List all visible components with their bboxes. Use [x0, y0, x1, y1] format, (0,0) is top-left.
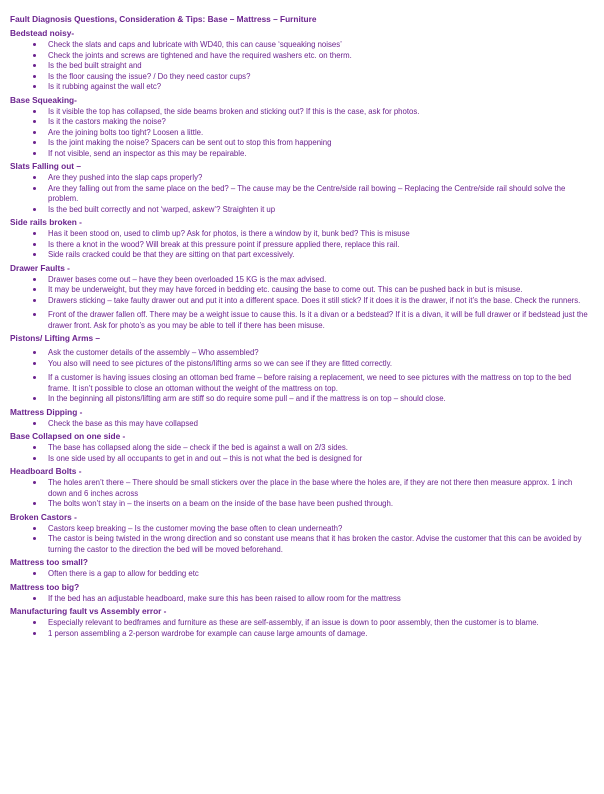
sections-container: [10, 28, 592, 639]
bullet-list: [10, 569, 592, 580]
bullet-icon: [33, 537, 36, 540]
document: [10, 13, 592, 641]
bullet-icon: [33, 457, 36, 460]
list-item: [10, 359, 592, 370]
bullet-icon: [33, 120, 36, 123]
list-item: [10, 310, 592, 331]
bullet-icon: [33, 351, 36, 354]
bullet-icon: [33, 481, 36, 484]
list-item: [10, 128, 592, 139]
bullet-icon: [33, 85, 36, 88]
list-item-text: Castors keep breaking – Is the customer moving the base often to clean underneath?: [48, 523, 343, 533]
list-item-text: Are the joining bolts too tight? Loosen a little.: [48, 127, 204, 137]
section-heading: Slats Falling out –: [10, 161, 81, 171]
bullet-icon: [33, 597, 36, 600]
list-item-text: It may be underweight, but they may have forced in bedding etc. causing the base to come out. This can be pushed back in but is misuse.: [48, 285, 523, 294]
section-heading: Manufacturing fault vs Assembly error -: [10, 606, 167, 616]
list-item: [10, 296, 592, 307]
bullet-icon: [33, 131, 36, 134]
list-item: [10, 229, 592, 240]
list-item: [10, 594, 592, 605]
list-item-text: 1 person assembling a 2-person wardrobe for example can cause large amounts of damage.: [48, 628, 368, 638]
bullet-icon: [33, 299, 36, 302]
section-heading: Broken Castors -: [10, 511, 77, 522]
bullet-icon: [33, 141, 36, 144]
bullet-list: [10, 443, 592, 464]
list-item: [10, 149, 592, 160]
list-item-text: If the bed has an adjustable headboard, make sure this has been raised to allow room for the mattress: [48, 593, 401, 603]
list-item: [10, 184, 592, 205]
bullet-list: [10, 107, 592, 160]
list-item: [10, 394, 592, 405]
list-item-text: The bolts won’t stay in – the inserts on a beam on the inside of the base have been pushed through.: [48, 499, 394, 508]
list-item: [10, 240, 592, 251]
section-heading: Pistons/ Lifting Arms –: [10, 333, 101, 343]
section-heading: Bedstead noisy-: [10, 28, 75, 38]
list-item-text: Ask the customer details of the assembly – Who assembled?: [48, 348, 259, 357]
bullet-icon: [33, 208, 36, 211]
list-item-text: Check the slats and caps and lubricate with WD40, this can cause ‘squeaking noises’: [48, 40, 342, 49]
document-title: Fault Diagnosis Questions, Consideration & Tips: Base – Mattress – Furniture: [10, 14, 317, 24]
list-item: [10, 443, 592, 454]
section-heading: Side rails broken -: [10, 217, 82, 227]
list-item-text: Has it been stood on, used to climb up? Ask for photos, is there a window by it, bunk bed? This is misuse: [48, 229, 410, 238]
bullet-list: [10, 40, 592, 93]
bullet-icon: [33, 446, 36, 449]
list-item: [10, 61, 592, 72]
list-item-text: You also will need to see pictures of the pistons/lifting arms so we can see if they are fitted correctly.: [48, 358, 393, 368]
bullet-list: [10, 229, 592, 261]
list-item: [10, 373, 592, 394]
bullet-list: [10, 173, 592, 215]
bullet-icon: [33, 110, 36, 113]
list-item-text: Especially relevant to bedframes and furniture as these are self-assembly, if an issue is down to poor assembly, then the customer is to blame.: [48, 618, 539, 627]
bullet-icon: [33, 376, 36, 379]
list-item: [10, 117, 592, 128]
bullet-icon: [33, 243, 36, 246]
bullet-list: [10, 478, 592, 510]
bullet-icon: [33, 632, 36, 635]
list-item: [10, 534, 592, 555]
bullet-icon: [33, 278, 36, 281]
bullet-icon: [33, 502, 36, 505]
bullet-icon: [33, 232, 36, 235]
list-item: [10, 250, 592, 261]
list-item: [10, 618, 592, 629]
bullet-icon: [33, 422, 36, 425]
list-item-text: Is it rubbing against the wall etc?: [48, 82, 162, 91]
list-item-text: The castor is being twisted in the wrong direction and so constant use means that it has broken the castor. Advise the customer that this can be avoided by turning the castor to the direction the bed will be moved beforehand.: [48, 534, 582, 554]
list-item: [10, 348, 592, 359]
list-item-text: Are they pushed into the slap caps properly?: [48, 173, 203, 182]
bullet-icon: [33, 313, 36, 316]
list-item-text: If not visible, send an inspector as this may be repairable.: [48, 148, 247, 158]
list-item: [10, 629, 592, 640]
list-item-text: Drawers sticking – take faulty drawer out and put it into a different space. Does it still stick? If it does it is the drawer, if not it’s the base. Check the runners.: [48, 295, 581, 305]
list-item: [10, 107, 592, 118]
bullet-icon: [33, 187, 36, 190]
section-heading: Base Collapsed on one side -: [10, 431, 126, 441]
list-item: [10, 51, 592, 62]
list-item-text: If a customer is having issues closing an ottoman bed frame – before raising a replacement, we need to see pictures with the mattress on top to the bed frame. It isn’t possible to close an ottoman without the weight of the mattress on top.: [48, 373, 572, 393]
list-item: [10, 138, 592, 149]
section-heading: Headboard Bolts -: [10, 466, 82, 476]
list-item: [10, 82, 592, 93]
bullet-icon: [33, 527, 36, 530]
list-item: [10, 205, 592, 216]
list-item-text: Is it visible the top has collapsed, the side beams broken and sticking out? If this is the case, ask for photos.: [48, 106, 420, 116]
list-item: [10, 569, 592, 580]
list-item: [10, 72, 592, 83]
list-item-text: Is there a knot in the wood? Will break at this pressure point if pressure applied there, replace this rail.: [48, 239, 400, 249]
list-item: [10, 419, 592, 430]
section-heading: Mattress Dipping -: [10, 406, 83, 417]
list-item-text: The base has collapsed along the side – check if the bed is against a wall on 2/3 sides.: [48, 443, 348, 452]
bullet-icon: [33, 288, 36, 291]
list-item: [10, 285, 592, 296]
section-heading: Drawer Faults -: [10, 262, 70, 273]
list-item-text: Front of the drawer fallen off. There may be a weight issue to cause this. Is it a divan or a bedstead? If it is a divan, it will be full drawer or if bedstead just the drawer front. Ask for photo’s as you may be able to tell if there has been misuse.: [48, 310, 588, 330]
section-heading: Mattress too big?: [10, 581, 80, 592]
list-item: [10, 478, 592, 499]
bullet-icon: [33, 64, 36, 67]
list-item-text: Check the base as this may have collapsed: [48, 418, 198, 428]
list-item-text: Check the joints and screws are tightened and have the required washers etc. on therm.: [48, 50, 352, 60]
list-item: [10, 524, 592, 535]
list-item: [10, 173, 592, 184]
list-item-text: Is the joint making the noise? Spacers can be sent out to stop this from happening: [48, 138, 332, 147]
list-item-text: Is the bed built correctly and not ‘warped, askew’? Straighten it up: [48, 204, 276, 214]
list-item-text: Is the bed built straight and: [48, 61, 142, 70]
list-item: [10, 40, 592, 51]
bullet-list: [10, 348, 592, 405]
bullet-icon: [33, 572, 36, 575]
list-item-text: In the beginning all pistons/lifting arm are stiff so do require some pull – and if the mattress is on top – should close.: [48, 394, 446, 403]
list-item-text: Drawer bases come out – have they been overloaded 15 KG is the max advised.: [48, 274, 327, 284]
bullet-icon: [33, 253, 36, 256]
bullet-icon: [33, 152, 36, 155]
bullet-icon: [33, 397, 36, 400]
list-item: [10, 275, 592, 286]
bullet-list: [10, 594, 592, 605]
list-item-text: The holes aren’t there – There should be small stickers over the place in the base where the holes are, if they are not there then measure approx. 1 inch down and 6 inches across: [48, 478, 573, 498]
bullet-icon: [33, 362, 36, 365]
list-item: [10, 499, 592, 510]
section-heading: Mattress too small?: [10, 557, 88, 567]
bullet-icon: [33, 621, 36, 624]
bullet-list: [10, 618, 592, 639]
bullet-icon: [33, 75, 36, 78]
bullet-list: [10, 275, 592, 332]
list-item-text: Often there is a gap to allow for bedding etc: [48, 569, 199, 578]
list-item-text: Is the floor causing the issue? / Do they need castor cups?: [48, 71, 251, 81]
list-item-text: Is one side used by all occupants to get in and out – this is not what the bed is designed for: [48, 453, 363, 463]
bullet-icon: [33, 176, 36, 179]
bullet-list: [10, 419, 592, 430]
list-item-text: Are they falling out from the same place on the bed? – The cause may be the Centre/side rail bowing – Replacing the Centre/side rail should solve the problem.: [48, 183, 566, 203]
list-item: [10, 454, 592, 465]
list-item-text: Is it the castors making the noise?: [48, 117, 166, 126]
list-item-text: Side rails cracked could be that they are sitting on that part excessively.: [48, 250, 295, 259]
bullet-icon: [33, 54, 36, 57]
bullet-list: [10, 524, 592, 556]
section-heading: Base Squeaking-: [10, 94, 77, 105]
bullet-icon: [33, 43, 36, 46]
